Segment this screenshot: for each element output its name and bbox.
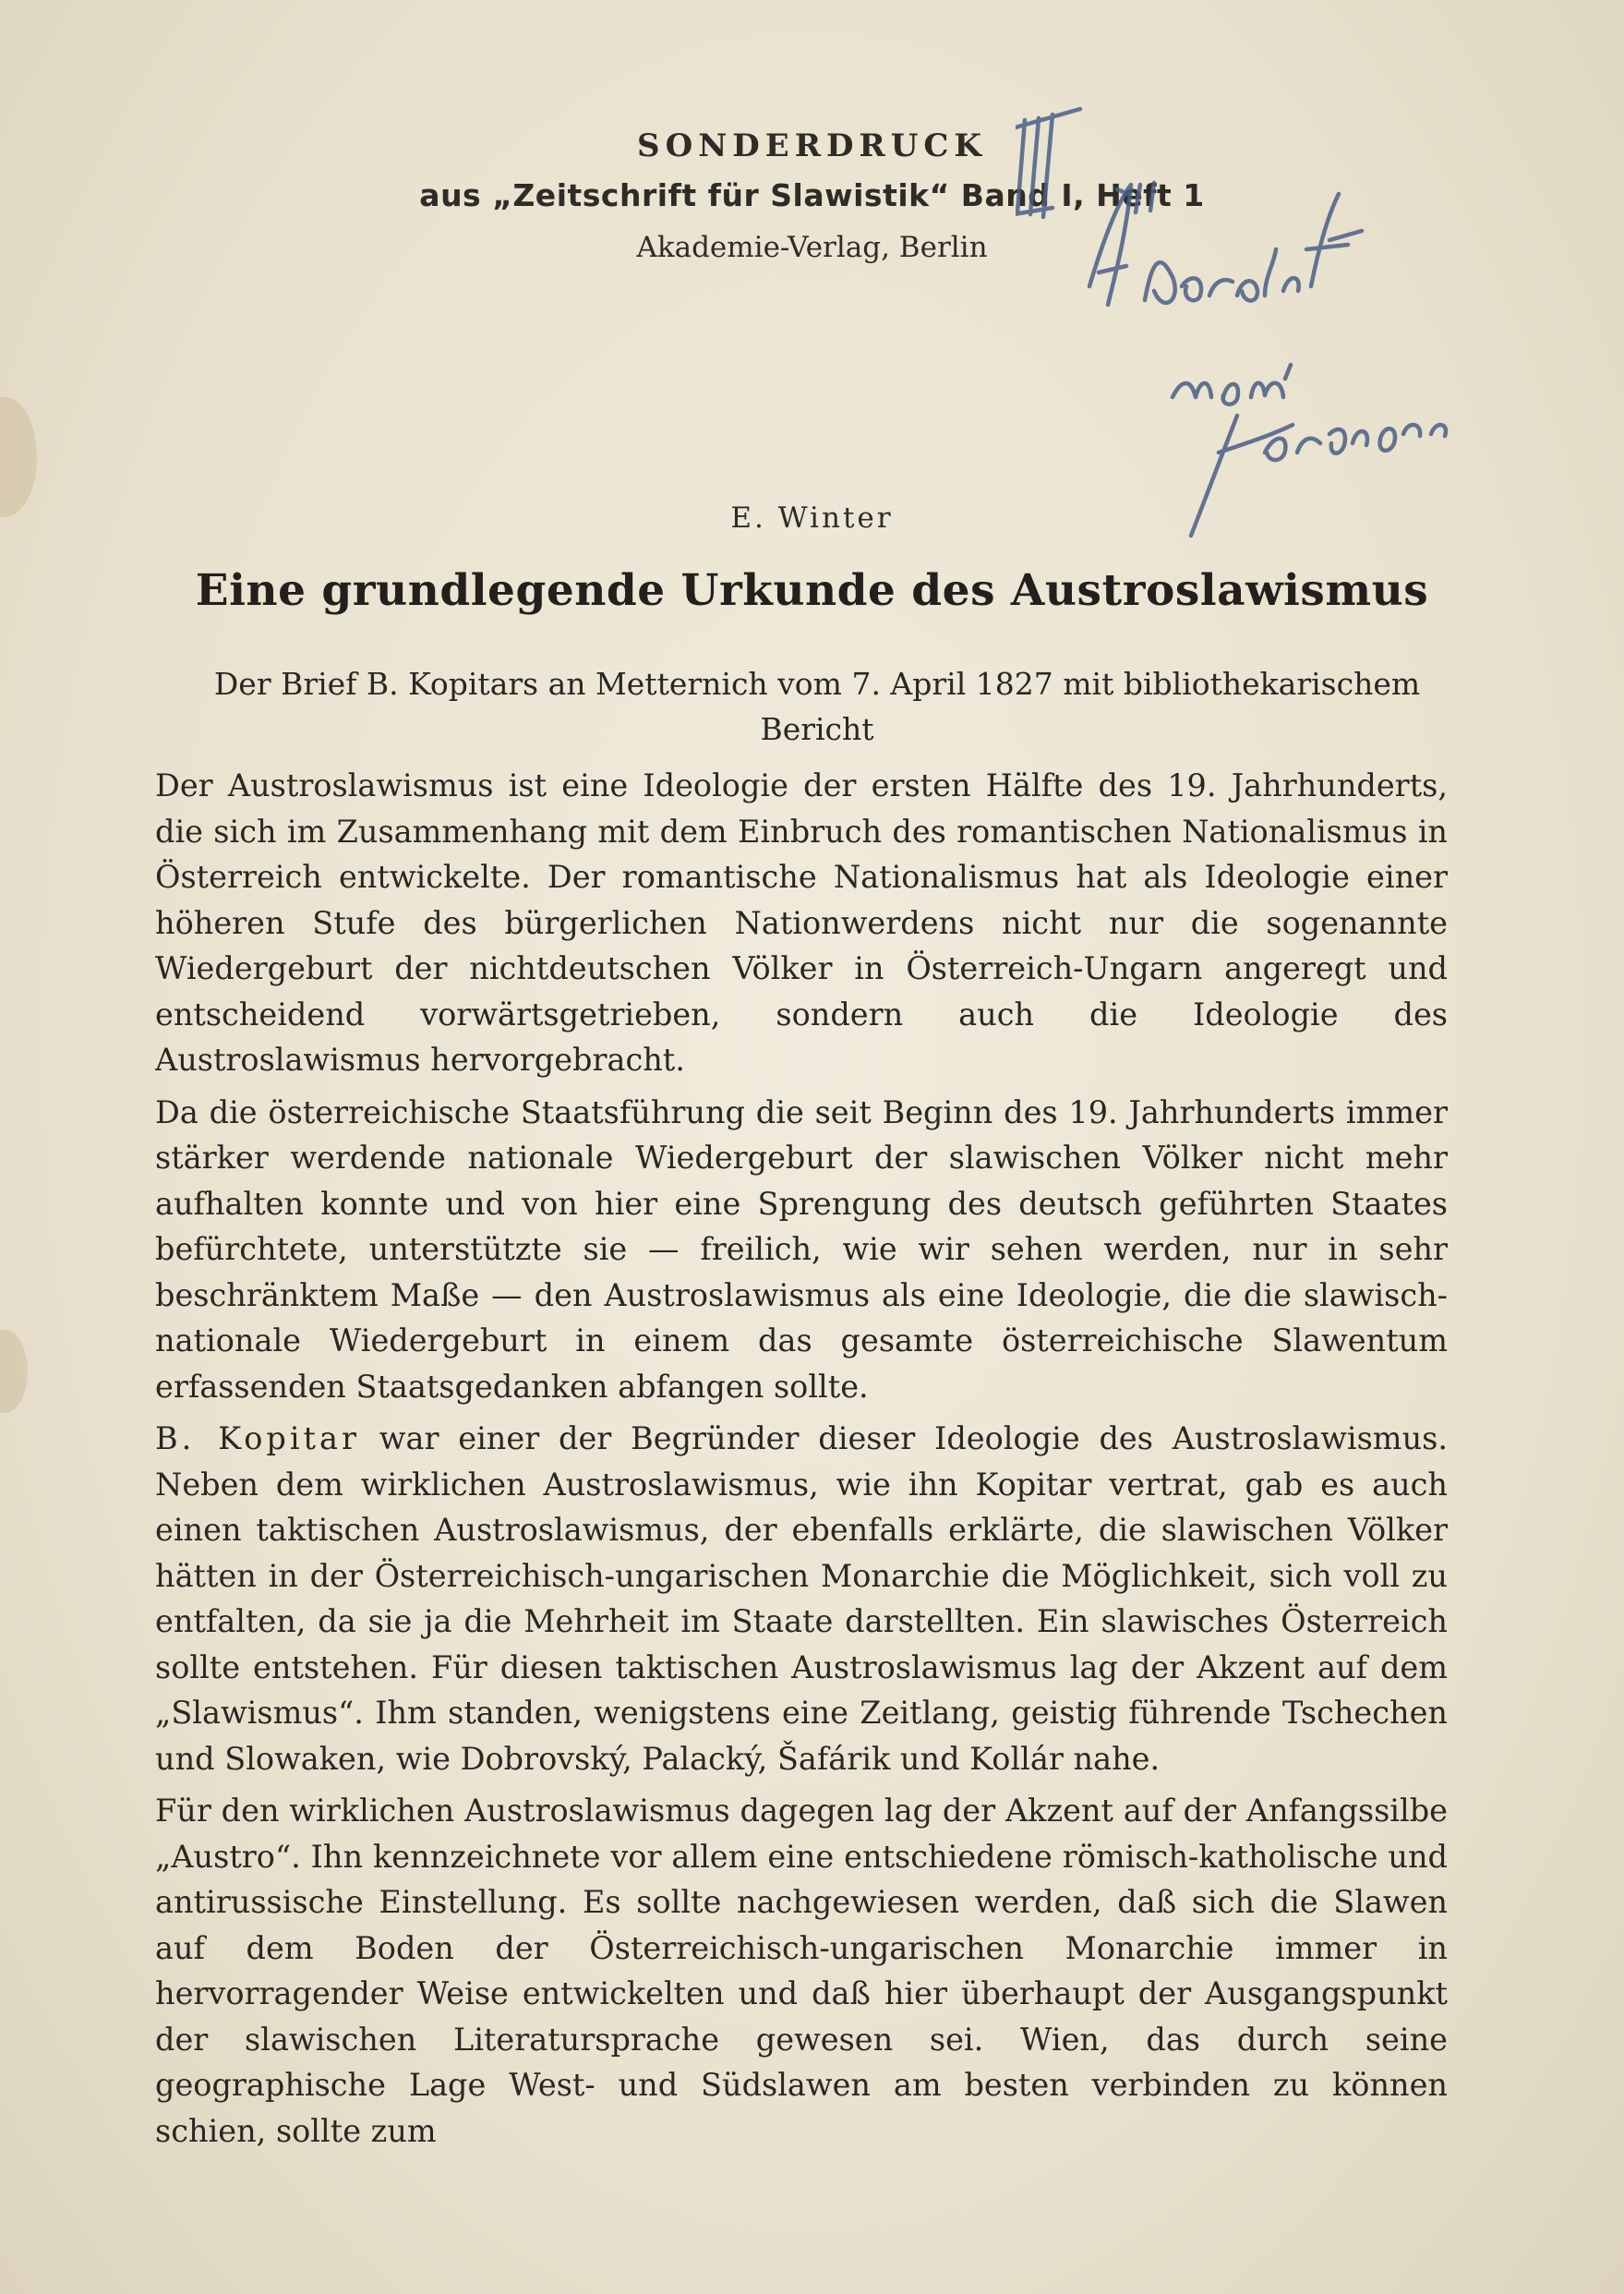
offprint-heading: SONDERDRUCK [637, 127, 987, 164]
vom-scribble [1173, 365, 1291, 404]
paragraph: Der Austroslawismus ist eine Ideologie der ersten Hälfte des 19. Jahrhunderts, die sich im Zusammenhang mit dem Einbruch des romantischen Nationalismus in Österreich entwickelte. Der romantische Nationalismus hat als Ideologie einer höheren Stufe des bürgerlichen Nationwerdens nicht nur die sogenannte Wiedergeburt der nichtdeutschen Völker in Österreich-Ungarn angeregt und entscheidend vorwärtsgetrieben, sondern auch die Ideologie des Austroslawismus hervorgebracht. [155, 767, 1448, 1078]
roman-numeral-mark [1016, 109, 1080, 217]
person-name: B. Kopitar [155, 1420, 360, 1456]
article-title: Eine grundlegende Urkunde des Austroslawismus [195, 565, 1429, 616]
paragraph: Da die österreichische Staatsführung die seit Beginn des 19. Jahrhunderts immer stärker werdende nationale Wiedergeburt der slawischen Völker nicht mehr aufhalten konnte und von hier eine Sprengung des deutsch geführten Staates befürchtete, unterstützte sie — freilich, wie wir sehen werden, nur in sehr beschränktem Maße — den Austroslawismus als eine Ideologie, die die slawisch-nationale Wiedergeburt in einem das gesamte österreichische Slawentum erfassenden Staatsgedanken abfangen sollte. [155, 1093, 1448, 1405]
paragraph [155, 1416, 1448, 1781]
journal-source: aus „Zeitschrift für Slawistik“ Band I, Heft 1 [419, 177, 1205, 213]
paragraph: Für den wirklichen Austroslawismus dagegen lag der Akzent auf der Anfangssilbe „Austro“. Ihn kennzeichnete vor allem eine entschiedene römisch-katholische und antirussische Einstellung. Es sollte nachgewiesen werden, daß sich die Slawen auf dem Boden der Österreichisch-ungarischen Monarchie immer in hervorragender Weise entwickelten und daß hier überhaupt der Ausgangspunkt der slawischen Literatursprache gewesen sei. Wien, das durch seine geographische Lage West- und Südslawen am besten verbinden zu können schien, sollte zum [155, 1793, 1448, 2149]
handwritten-dedication [1016, 102, 1533, 545]
article-body [155, 763, 1448, 2160]
ueberreicht-scribble [1089, 183, 1362, 305]
paragraph-text: war einer der Begründer dieser Ideologie des Austroslawismus. Neben dem wirklichen Austroslawismus, wie ihn Kopitar vertrat, gab es auch einen taktischen Austroslawismus, der ebenfalls erklärte, die slawischen Völker hätten in der Österreichisch-ungarischen Monarchie die Möglichkeit, sich voll zu entfalten, da sie ja die Mehrheit im Staate darstellten. Ein slawisches Österreich sollte entstehen. Für diesen taktischen Austroslawismus lag der Akzent auf dem „Slawismus“. Ihm standen, wenigstens eine Zeitlang, geistig führende Tschechen und Slowaken, wie Dobrovský, Palacký, Šafárik und Kollár nahe. [155, 1420, 1448, 1777]
publisher-line: Akademie-Verlag, Berlin [636, 231, 988, 264]
article-subtitle: Der Brief B. Kopitars an Metternich vom 7. April 1827 mit bibliothekarischem Bericht [213, 666, 1421, 747]
author-name: E. Winter [730, 501, 894, 535]
